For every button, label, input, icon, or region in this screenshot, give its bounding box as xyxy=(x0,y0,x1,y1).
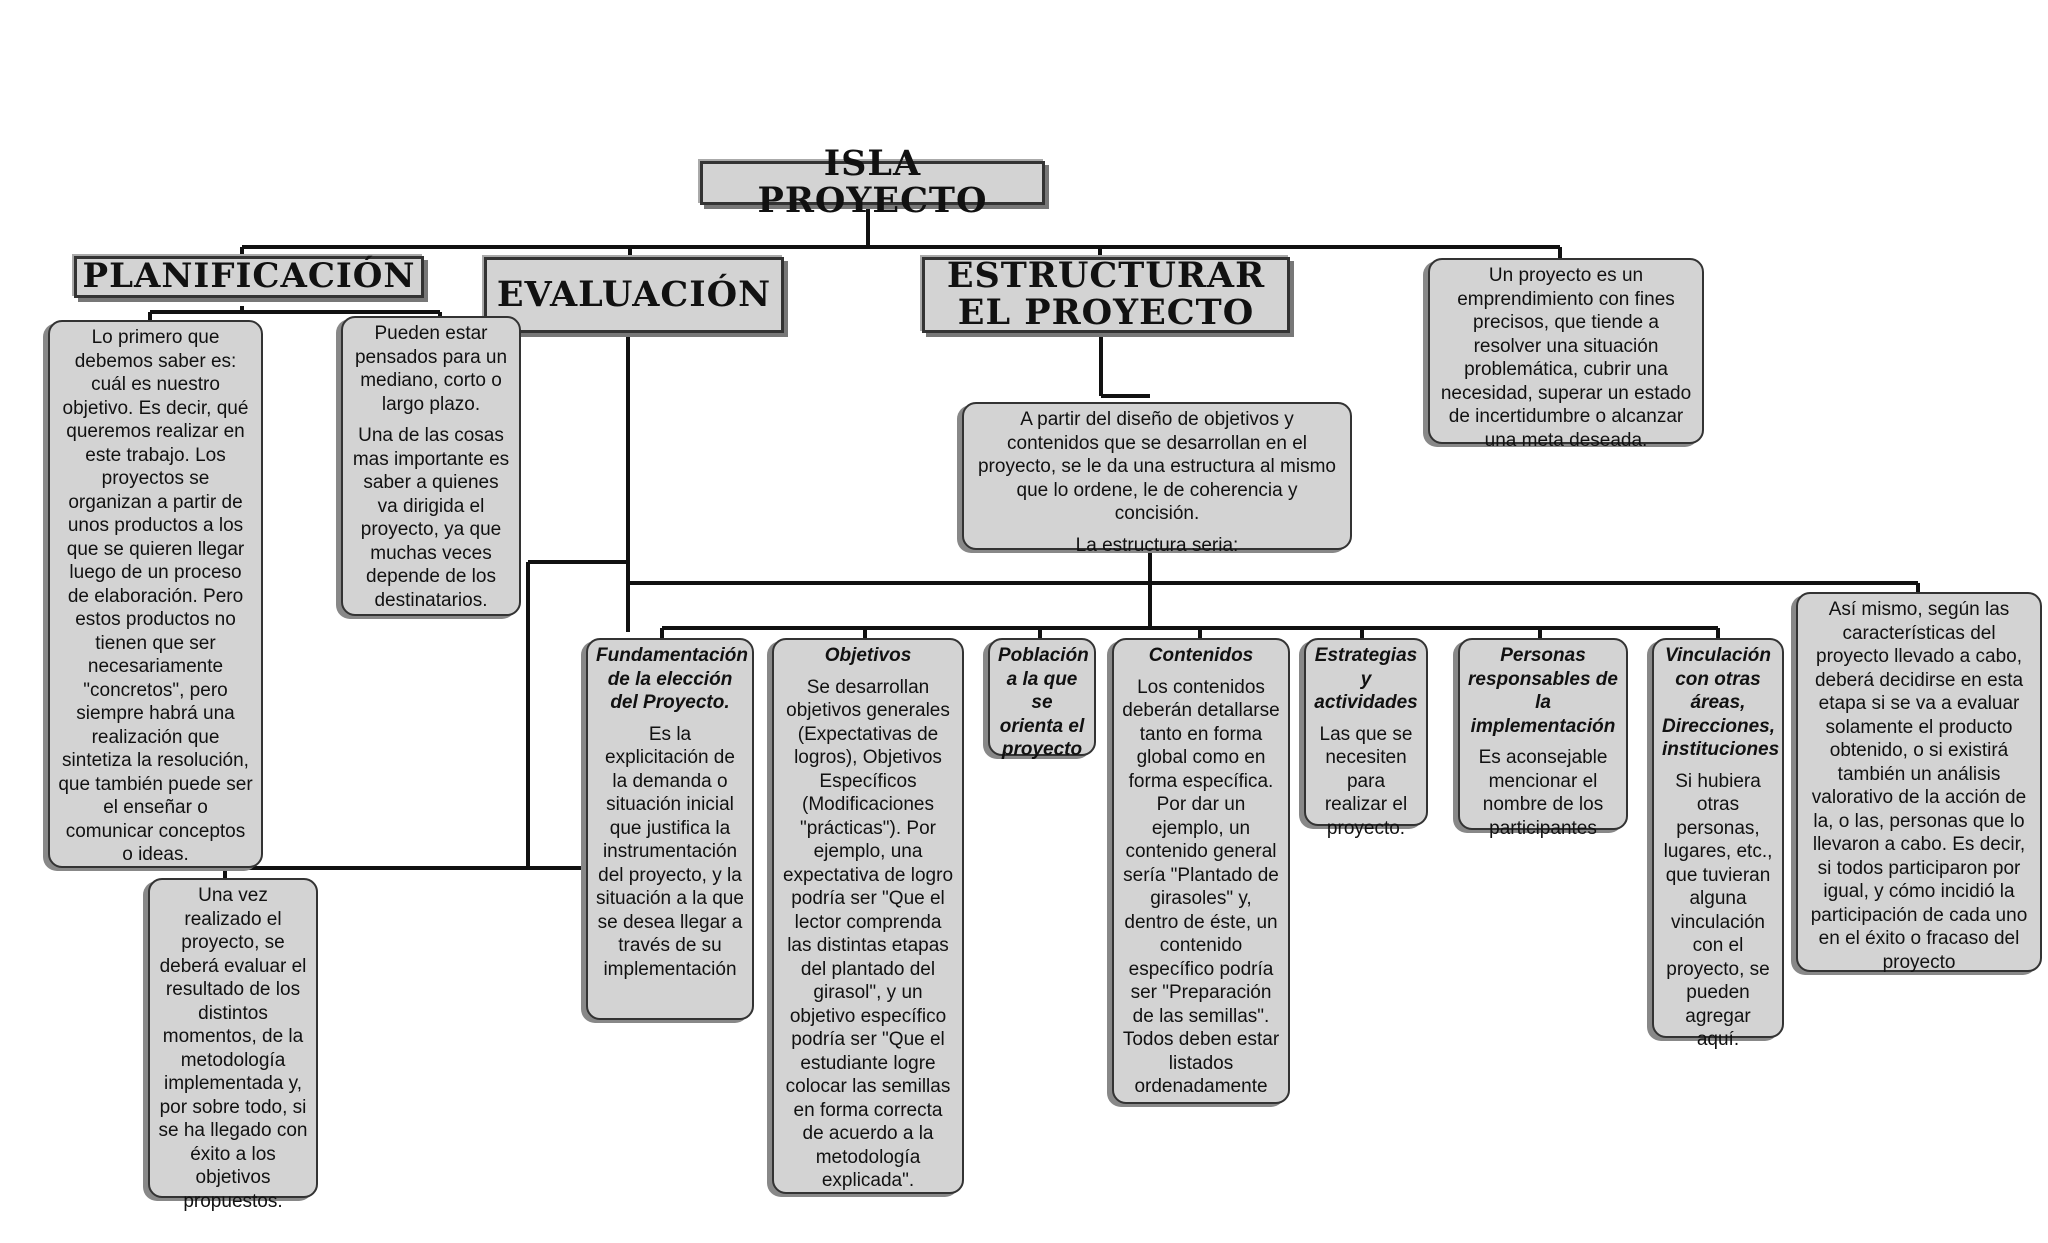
estructura-intro-text: A partir del diseño de objetivos y contenidos que se desarrollan en el proyecto, se le da una estructura al mismo que lo ordene, le de coherencia y concisión. xyxy=(977,409,1336,524)
estructurar-title-line2: EL PROYECTO xyxy=(957,292,1255,333)
vinculacion-box xyxy=(1652,638,1784,1050)
main-title xyxy=(700,143,1045,221)
fundamentacion-body: Es la explicitación de la demanda o situación inicial que justifica la instrumentación del proyecto, y la situación a la que se desea llegar a través de su implementación xyxy=(596,723,744,980)
planificacion-destinatarios-text: Una de las cosas mas importante es saber a quienes va dirigida el proyecto, ya que muchas veces depende de los destinatarios. xyxy=(352,425,510,611)
contenidos-body: Los contenidos deberán detallarse tanto en forma global como en forma específica. Por dar un ejemplo, un contenido general sería "Plantado de girasoles" y, dentro de éste, un contenido específico podría ser "Preparación de las semillas". Todos deben estar listados ordenadamente xyxy=(1122,676,1280,1097)
estructura-intro-text-2: La estructura seria: xyxy=(1075,534,1239,556)
poblacion-heading: Población a la que se orienta el proyecto xyxy=(998,645,1089,760)
evaluacion-title xyxy=(484,257,784,333)
planificacion-title-text: PLANIFICACIÓN xyxy=(82,256,416,297)
vinculacion-heading: Vinculación con otras áreas, Direcciones, instituciones xyxy=(1662,645,1780,760)
objetivos-body: Se desarrollan objetivos generales (Expectativas de logros), Objetivos Específicos (Modificaciones "prácticas"). Por ejemplo, una expectativa de logro podría ser "Que el lector comprenda las distintas etapas del plantado del girasol", y un objetivo específico podría ser "Que el estudiante logre colocar las semillas en forma correcta de acuerdo a la metodología explicada". xyxy=(782,676,954,1191)
estructura-intro-box xyxy=(962,402,1352,556)
fundamentacion-box xyxy=(586,638,754,1020)
responsables-body: Es aconsejable mencionar el nombre de los participantes xyxy=(1478,747,1608,839)
fundamentacion-heading: Fundamentación de la elección del Proyecto. xyxy=(596,645,749,713)
evaluacion-title-text: EVALUACIÓN xyxy=(496,273,772,315)
vinculacion-body: Si hubiera otras personas, lugares, etc., que tuvieran alguna vinculación con el proyecto, se pueden agregar aquí. xyxy=(1663,770,1773,1050)
estrategias-heading: Estrategias y actividades xyxy=(1314,645,1418,713)
poblacion-box xyxy=(988,638,1096,760)
planificacion-objetivo-box xyxy=(48,320,263,868)
objetivos-heading: Objetivos xyxy=(824,645,912,666)
estrategias-body: Las que se necesiten para realizar el proyecto. xyxy=(1319,723,1413,839)
objetivos-box xyxy=(772,638,964,1194)
definicion-box xyxy=(1428,258,1704,451)
definicion-text: Un proyecto es un emprendimiento con fines precisos, que tiende a resolver una situación problemática, cubrir una necesidad, superar un estado de incertidumbre o alcanzar una meta deseada. xyxy=(1440,265,1692,451)
estructurar-title-line1: ESTRUCTURAR xyxy=(946,255,1266,297)
responsables-heading: Personas responsables de la implementación xyxy=(1468,645,1618,737)
evaluacion-accion-text: Así mismo, según las características del proyecto llevado a cabo, deberá decidirse en esta etapa si se va a evaluar solamente el producto obtenido, o si existirá también un análisis valorativo de la acción de la, o las, personas que lo llevaron a cabo. Es decir, si todos participaron por igual, y cómo incidió la participación de cada uno en el éxito o fracaso del proyecto xyxy=(1810,599,2028,973)
contenidos-heading: Contenidos xyxy=(1148,645,1254,666)
estrategias-box xyxy=(1304,638,1428,839)
planificacion-plazo-box xyxy=(341,316,521,616)
evaluacion-resultado-text: Una vez realizado el proyecto, se deberá evaluar el resultado de los distintos momentos, de la metodología implementada y, por sobre todo, si se ha llegado con éxito a los objetivos propuestos. xyxy=(158,885,308,1212)
evaluacion-resultado-box xyxy=(148,878,318,1212)
contenidos-box xyxy=(1112,638,1290,1104)
main-title-text: ISLA PROYECTO xyxy=(757,143,988,221)
estructurar-title xyxy=(922,257,1290,333)
planificacion-title xyxy=(74,256,424,298)
evaluacion-accion-box xyxy=(1796,592,2042,972)
planificacion-plazo-text: Pueden estar pensados para un mediano, corto o largo plazo. xyxy=(354,323,508,415)
responsables-box xyxy=(1458,638,1628,839)
planificacion-objetivo-text: Lo primero que debemos saber es: cuál es nuestro objetivo. Es decir, qué queremos realizar en este trabajo. Los proyectos se organizan a partir de unos productos a los que se quieren llegar luego de un proceso de elaboración. Pero estos productos no tienen que ser necesariamente "concretos", pero siempre habrá una realización que sintetiza la resolución, que también puede ser el enseñar o comunicar conceptos o ideas. xyxy=(58,327,253,865)
